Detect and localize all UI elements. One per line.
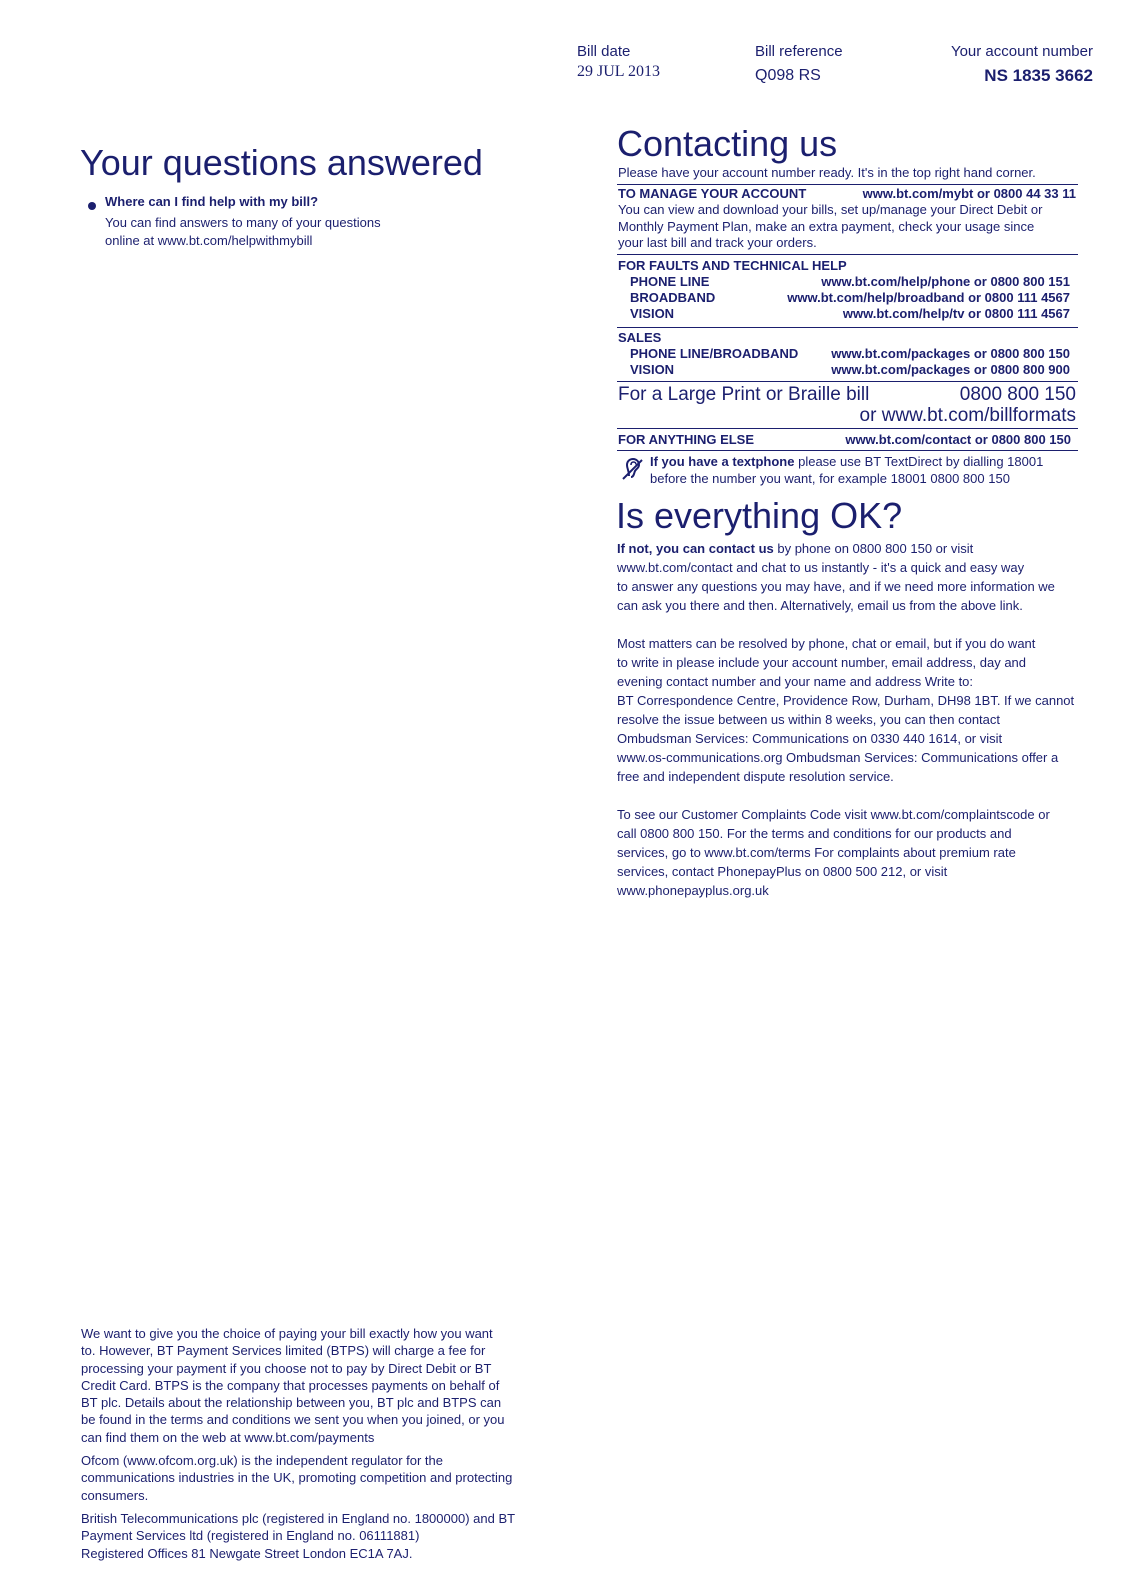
ok-paragraph: To see our Customer Complaints Code visit www.bt.com/complaintscode or call 0800 800 150. For the terms and conditions for our products and services, go to www.bt.com/terms For complaints about premium rate services, contact PhonepayPlus on 0800 500 212, or visit www.phonepayplus.org.uk (617, 807, 1050, 898)
faults-section (618, 258, 1079, 322)
bill-reference: Q098 RS (755, 67, 821, 84)
contact-subtitle: Please have your account number ready. It's in the top right hand corner. (618, 165, 1036, 180)
divider (617, 327, 1078, 328)
manage-desc: your last bill and track your orders. (618, 235, 817, 250)
manage-desc: Monthly Payment Plan, make an extra payment, check your usage since (618, 218, 1035, 234)
textphone-line: please use BT TextDirect by dialling 18001 (794, 454, 1044, 469)
divider (617, 381, 1078, 382)
bill-reference-label: Bill reference (755, 43, 843, 60)
manage-value: www.bt.com/mybt or 0800 44 33 11 (862, 186, 1076, 201)
bullet-icon (88, 202, 96, 210)
account-number: NS 1835 3662 (984, 66, 1093, 85)
faults-row-phone: PHONE LINE www.bt.com/help/phone or 0800 800 151 (630, 274, 1070, 289)
divider (617, 184, 1078, 185)
large-print-label: For a Large Print or Braille bill (618, 384, 870, 405)
anything-else-label: FOR ANYTHING ELSE (618, 432, 755, 447)
divider (617, 428, 1078, 429)
answer-line: online at www.bt.com/helpwithmybill (105, 233, 313, 248)
questions-title: Your questions answered (80, 142, 483, 183)
large-print-section (618, 384, 1079, 426)
contact-title: Contacting us (617, 123, 838, 164)
footer-paragraph: British Telecommunications plc (registered in England no. 1800000) and BT Payment Services ltd (registered in England no. 06111881) Registered Offices 81 Newgate Street London EC1A 7AJ. (81, 1510, 516, 1561)
textphone-bold: If you have a textphone (650, 454, 795, 469)
faults-label: FOR FAULTS AND TECHNICAL HELP (618, 258, 847, 273)
ok-paragraph: If not, you can contact us by phone on 0800 800 150 or visit www.bt.com/contact and chat to us instantly - it's a quick and easy way to answer any questions you may have, and if we need more information we can ask you there and then. Alternatively, email us from the above link. (617, 541, 1055, 613)
manage-label: TO MANAGE YOUR ACCOUNT (618, 186, 807, 201)
faults-row-broadband: BROADBAND www.bt.com/help/broadband or 0800 111 4567 (630, 290, 1070, 305)
sales-row-broadband: PHONE LINE/BROADBAND www.bt.com/packages or 0800 800 150 (630, 346, 1070, 361)
large-print-phone: 0800 800 150 (959, 384, 1076, 405)
footer-paragraph: We want to give you the choice of paying your bill exactly how you want to. However, BT Payment Services limited (BTPS) will charge a fee for processing your payment if you choose not to pay by Direct Debit or BT Credit Card. BTPS is the company that processes payments on behalf of BT plc. Details about the relationship between you, BT plc and BTPS can be found in the terms and conditions we sent you when you joined, or you can find them on the web at www.bt.com/payments (81, 1326, 505, 1445)
textphone-line: before the number you want, for example 18001 0800 800 150 (650, 470, 1010, 486)
question-text: Where can I find help with my bill? (105, 194, 319, 209)
bill-date: 29 JUL 2013 (577, 63, 660, 80)
divider (617, 450, 1078, 451)
divider (617, 254, 1078, 255)
account-number-label: Your account number (950, 43, 1093, 60)
anything-else-section (618, 432, 1079, 448)
answer-line: You can find answers to many of your questions (105, 215, 381, 230)
ok-body (617, 539, 1082, 919)
textphone-info (650, 454, 1080, 487)
footer-notes (81, 1325, 541, 1568)
bill-date-label: Bill date (577, 43, 631, 60)
manage-account-section (618, 186, 1079, 252)
hearing-ear-icon (620, 456, 646, 482)
question-item (105, 193, 381, 250)
ok-paragraph: Most matters can be resolved by phone, chat or email, but if you do want to write in please include your account number, email address, day and evening contact number and your name and address Write to: BT Correspondence Centre, Providence Row, Durham, DH98 1BT. If we cannot resolve the issue between us within 8 weeks, you can then contact Ombudsman Services: Communications on 0330 440 1614, or visit www.os-communications.org Ombudsman Services: Communications offer a free and independent dispute resolution service. (617, 636, 1075, 784)
footer-paragraph: Ofcom (www.ofcom.org.uk) is the independent regulator for the communications industries in the UK, promoting competition and protecting consumers. (81, 1453, 513, 1503)
manage-desc: You can view and download your bills, set up/manage your Direct Debit or (618, 202, 1043, 217)
sales-section (618, 330, 1079, 378)
ok-title: Is everything OK? (616, 495, 903, 536)
anything-else-value: www.bt.com/contact or 0800 800 150 (845, 432, 1071, 447)
sales-label: SALES (618, 330, 662, 345)
large-print-web: or www.bt.com/billformats (859, 405, 1076, 426)
faults-row-vision: VISION www.bt.com/help/tv or 0800 111 4567 (630, 306, 1070, 321)
sales-row-vision: VISION www.bt.com/packages or 0800 800 900 (630, 362, 1070, 377)
